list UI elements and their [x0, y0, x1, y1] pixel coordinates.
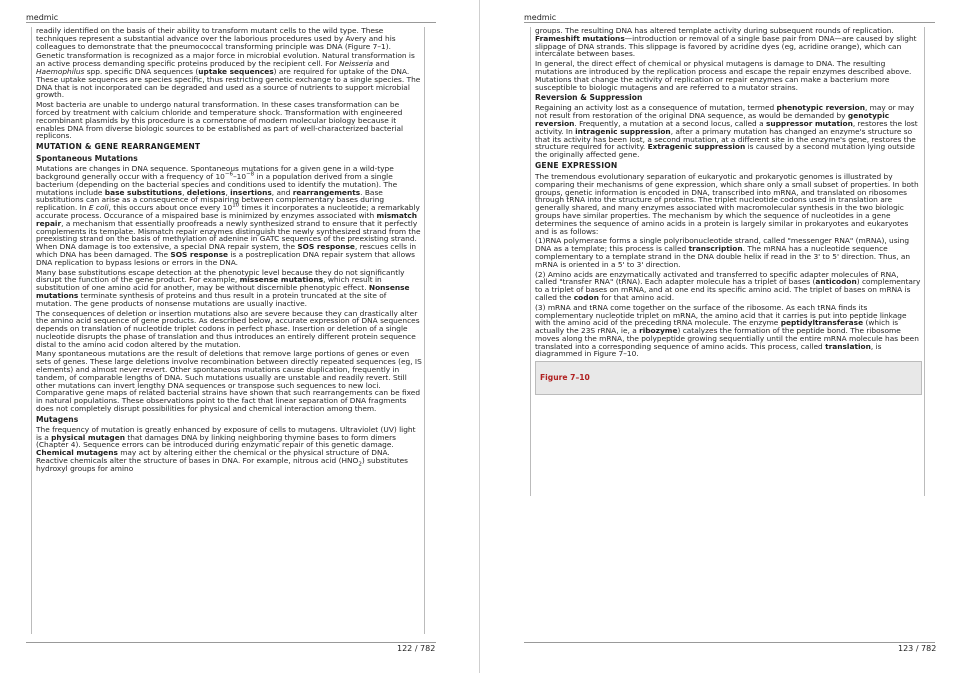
bold-term: SOS response: [170, 249, 229, 259]
italic-term: Haemophilus: [36, 66, 85, 76]
bold-term: missense mutations: [239, 275, 324, 285]
running-header: medmic: [26, 13, 59, 22]
paragraph: In general, the direct effect of chemical or physical mutagens is damage to DNA. The resulting mutations are introduced by the replication process and escape the repair enzymes described above. Mutations that change the activity of replication or repair enzymes can make a bacterium more susceptible to biologic mutagens and are referred to a mutator strains.: [535, 59, 912, 92]
bold-term: deletions: [186, 187, 226, 197]
bold-term: phenotypic reversion: [776, 103, 865, 113]
text: ,: [225, 187, 231, 197]
subsection-heading: Spontaneous Mutations: [36, 154, 138, 164]
text: , rescues cells in which DNA has been damaged. The: [36, 242, 417, 259]
text: that damages DNA by linking neighboring thymine bases to form dimers (Chapter 4). Sequence errors can be introduced during enzymatic repair of this genetic damage.: [36, 432, 396, 450]
bold-term: ribozyme: [639, 326, 678, 336]
paragraph: [535, 104, 922, 159]
bold-term: rearrangements: [292, 187, 361, 197]
text: and: [373, 59, 390, 69]
text: terminate synthesis of proteins and thus result in a protein truncated at the site of mutation. The gene products of nonsense mutations are usually inactive.: [36, 290, 387, 308]
text: , after a primary mutation has changed an enzyme's structure so that its activity has been lost, a second mutation, at a different site in the enzyme's gene, restores the structure required for activity.: [535, 126, 916, 152]
bold-term: physical mutagen: [51, 432, 125, 442]
text: The frequency of mutation is greatly enhanced by exposure of cells to mutagens. Ultraviolet (UV) light is a: [36, 424, 416, 442]
text: , restores the lost activity. In: [535, 118, 918, 136]
superscript: −8: [246, 171, 255, 178]
text: ) substitutes hydroxyl groups for amino: [36, 456, 408, 473]
paragraph: [535, 237, 922, 268]
subscript: 2: [358, 461, 362, 468]
figure-link[interactable]: Figure 7–10: [540, 373, 590, 383]
text: (2) Amino acids are enzymatically activated and transferred to specific adapter molecules of RNA, called "transfer RNA" (tRNA). Each adapter molecule has a triplet of bases (: [535, 269, 899, 287]
footer-rule: [26, 642, 436, 643]
paragraph: The consequences of deletion or insertion mutations also are severe because they can drastically alter the amino acid sequence of gene products. As described below, accurate expression of DNA sequences depends on translation of nucleotide triplet codons in perfect phase. Insertion or deletion of a single nucleotide disrupts the phase of translation and thus introduces an entirely different protein sequence distal to the amino acid codon altered by the mutation.: [36, 308, 420, 349]
paragraph: Most bacteria are unable to undergo natural transformation. In these cases transformation can be forced by treatment with calcium chloride and temperature shock. Transformation with engineered recombinant plasmids by this procedure is a cornerstone of modern molecular biology because it enables DNA from diverse biologic sources to be established as part of well-characterized bacterial replicons.: [36, 100, 404, 141]
running-header: medmic: [524, 13, 557, 22]
bold-term: codon: [573, 292, 599, 302]
paragraph: readily identified on the basis of their ability to transform mutant cells to the wild type. These techniques represent a substantial advance over the laborious procedures used by Avery and his colleagues to demonstrate that the pneumococcal transforming principle was DNA (Figure 7–1).: [36, 27, 396, 51]
paragraph: Many spontaneous mutations are the result of deletions that remove large portions of genes or even sets of genes. These large deletions involve recombination between directly repeated sequences (eg, IS elements) and almost never revert. Other spontaneous mutations cause duplication, frequently in tandem, of comparable lengths of DNA. Such mutations usually are unstable and readily revert. Still other mutations can invert lengthy DNA sequences or transpose such sequences to new loci. Comparative gene maps of related bacterial strains have shown that such rearrangements can be fixed in natural populations. These observations point to the fact that linear separation of DNA fragments does not completely disrupt possibilities for physical and chemical interaction among them.: [36, 349, 422, 414]
paragraph: [36, 426, 422, 473]
bold-term: base substitutions: [104, 187, 183, 197]
text: Genetic transformation is recognized as a major force in microbial evolution. Natural transformation is an active process demanding specific proteins produced by the recipient cell. For: [36, 51, 415, 69]
text: , may or may not result from restoration of the original DNA sequence, as would be demanded by: [535, 103, 915, 121]
bold-term: Frameshift mutations: [535, 33, 625, 43]
text: ,: [182, 187, 187, 197]
bold-term: Nonsense mutations: [36, 283, 410, 300]
text: . The mRNA has a nucleotide sequence complementary to a template strand in the DNA double helix if read in the 3' to 5' direction. Thus, an mRNA is oriented in a 5' to 3' direction.: [535, 244, 911, 269]
paragraph: [36, 165, 422, 266]
text: times it incorporates a nucleotide; a remarkably accurate process. Occurance of a mispaired base is minimized by enzymes associated with: [36, 203, 420, 220]
text: –10: [232, 171, 247, 181]
italic-term: E coli: [88, 203, 109, 213]
text: ) are required for uptake of the DNA. These uptake sequences are species specific, thus restricting genetic exchange to a single species. The DNA that is not incorporated can be degraded and used as a source of nutrients to support microbial growth.: [36, 66, 421, 100]
paragraph: [36, 269, 422, 308]
text: . Frequently, a mutation at a second locus, called a: [574, 118, 766, 128]
bold-term: Extragenic suppression: [647, 142, 746, 152]
text: may act by altering either the chemical or the physical structure of DNA. Reactive chemicals alter the structure of bases in DNA. For example, nitrous acid (HNO: [36, 448, 390, 466]
section-heading: GENE EXPRESSION: [535, 160, 618, 170]
page-122: [0, 0, 479, 673]
text: (1)RNA polymerase forms a single polyribonucleotide strand, called "messenger RNA" (mRNA), using DNA as a template; this process is called: [535, 236, 910, 254]
page-number: 123 / 782: [898, 644, 937, 653]
bold-term: anticodon: [815, 277, 857, 287]
text: ) complementary to a triplet of bases on mRNA, and at one end its specific amino acid. The triplet of bases on mRNA is called the: [535, 277, 921, 302]
text: (3) mRNA and tRNA come together on the surface of the ribosome. As each tRNA finds its complementary nucleotide triplet on mRNA, the amino acid that it carries is put into peptide linkage with the amino acid of the preceding tRNA molecule. The enzyme: [535, 302, 907, 328]
superscript: −6: [224, 171, 233, 178]
text-column: [31, 27, 425, 634]
text: ) catalyzes the formation of the peptide bond. The ribosome moves along the mRNA, the polypeptide growing sequentially until the entire mRNA molecule has been translated into a corresponding sequence of amino acids. This process, called: [535, 326, 919, 351]
text: , is diagrammed in Figure 7–10.: [535, 341, 882, 359]
bold-term: uptake sequences: [198, 66, 274, 76]
paragraph: [535, 304, 922, 359]
bold-term: peptidyltransferase: [780, 318, 864, 328]
footer-rule: [524, 642, 935, 643]
text: , a mechanism that essentially proofreads a newly synthesized strand to ensure that it perfectly complements its template. Mismatch repair enzymes distinguish the newly synthesized strand from the preexisting strand on the basis of methylation of adenine in GATC sequences of the preexisting strand. When DNA damage is too extensive, a special DNA repair system, the: [36, 218, 421, 252]
text: , which result in substitution of one amino acid for another, may be without discernible phenotypic effect.: [36, 275, 382, 293]
text: , this occurs about once every 10: [108, 203, 233, 213]
text: —introduction or removal of a single base pair from DNA—are caused by slight slippage of DNA strands. This slippage is favored by acridine dyes (eg, acridine orange), which can intercalate between bases.: [535, 33, 917, 59]
text: Mutations are changes in DNA sequence. Spontaneous mutations for a given gene in a wild-type background generally occur with a frequency of 10: [36, 164, 394, 181]
header-rule: [524, 22, 935, 23]
text: is a postreplication DNA repair system that allows DNA replication to bypass lesions or errors in the DNA.: [36, 249, 415, 267]
text-column: [530, 27, 925, 496]
paragraph: [36, 52, 422, 99]
text: for that amino acid.: [598, 292, 675, 302]
bold-term: intragenic suppression: [575, 126, 671, 136]
bold-term: SOS response: [297, 242, 355, 252]
text: , and: [271, 187, 293, 197]
subsection-heading: Reversion & Suppression: [535, 93, 643, 103]
bold-term: translation: [825, 341, 871, 351]
text: (which is actually the 23S rRNA, ie, a: [535, 318, 899, 336]
bold-term: Chemical mutagens: [36, 448, 118, 458]
bold-term: insertions: [230, 187, 272, 197]
text: . Base substitutions can arise as a consequence of mispairing between complementary bases during replication. In: [36, 187, 385, 213]
bold-term: transcription: [688, 244, 743, 254]
bold-term: mismatch repair: [36, 210, 418, 228]
header-rule: [26, 22, 436, 23]
page-number: 122 / 782: [397, 644, 436, 653]
paragraph: [535, 27, 922, 58]
italic-term: Neisseria: [339, 59, 374, 69]
paragraph: [535, 271, 922, 302]
section-heading: MUTATION & GENE REARRANGEMENT: [36, 142, 201, 152]
text: spp. specific DNA sequences (: [84, 66, 199, 76]
paragraph: The tremendous evolutionary separation of eukaryotic and prokaryotic genomes is illustrated by comparing their mechanisms of gene expression, which share only a small subset of properties. In both groups, genetic information is encoded in DNA, transcribed into mRNA, and translated on ribosomes through tRNA into the structure of proteins. The triplet nucleotide codons used in translation are generally shared, and many enzymes associated with macromolecular synthesis in the two biologic groups have similar properties. The mechanism by which the sequence of nucleotides in a gene determines the sequence of amino acids in a protein is largely similar in prokaryotes and eukaryotes and is as follows:: [535, 171, 919, 236]
text: Regaining an activity lost as a consequence of mutation, termed: [535, 103, 777, 113]
bold-term: genotypic reversion: [535, 111, 890, 128]
subsection-heading: Mutagens: [36, 414, 79, 424]
text: in a population derived from a single bacterium (depending on the bacterial species and conditions used to identify the mutation). The mutations include: [36, 171, 398, 197]
figure-link-box[interactable]: [535, 361, 922, 395]
text: is caused by a second mutation lying outside the originally affected gene.: [535, 142, 915, 160]
text: groups. The resulting DNA has altered template activity during subsequent rounds of replication.: [535, 27, 894, 35]
bold-term: suppressor mutation: [765, 118, 853, 128]
text: Many base substitutions escape detection at the phenotypic level because they do not significantly disrupt the function of the gene product. For example,: [36, 267, 405, 285]
superscript: 10: [232, 202, 240, 209]
